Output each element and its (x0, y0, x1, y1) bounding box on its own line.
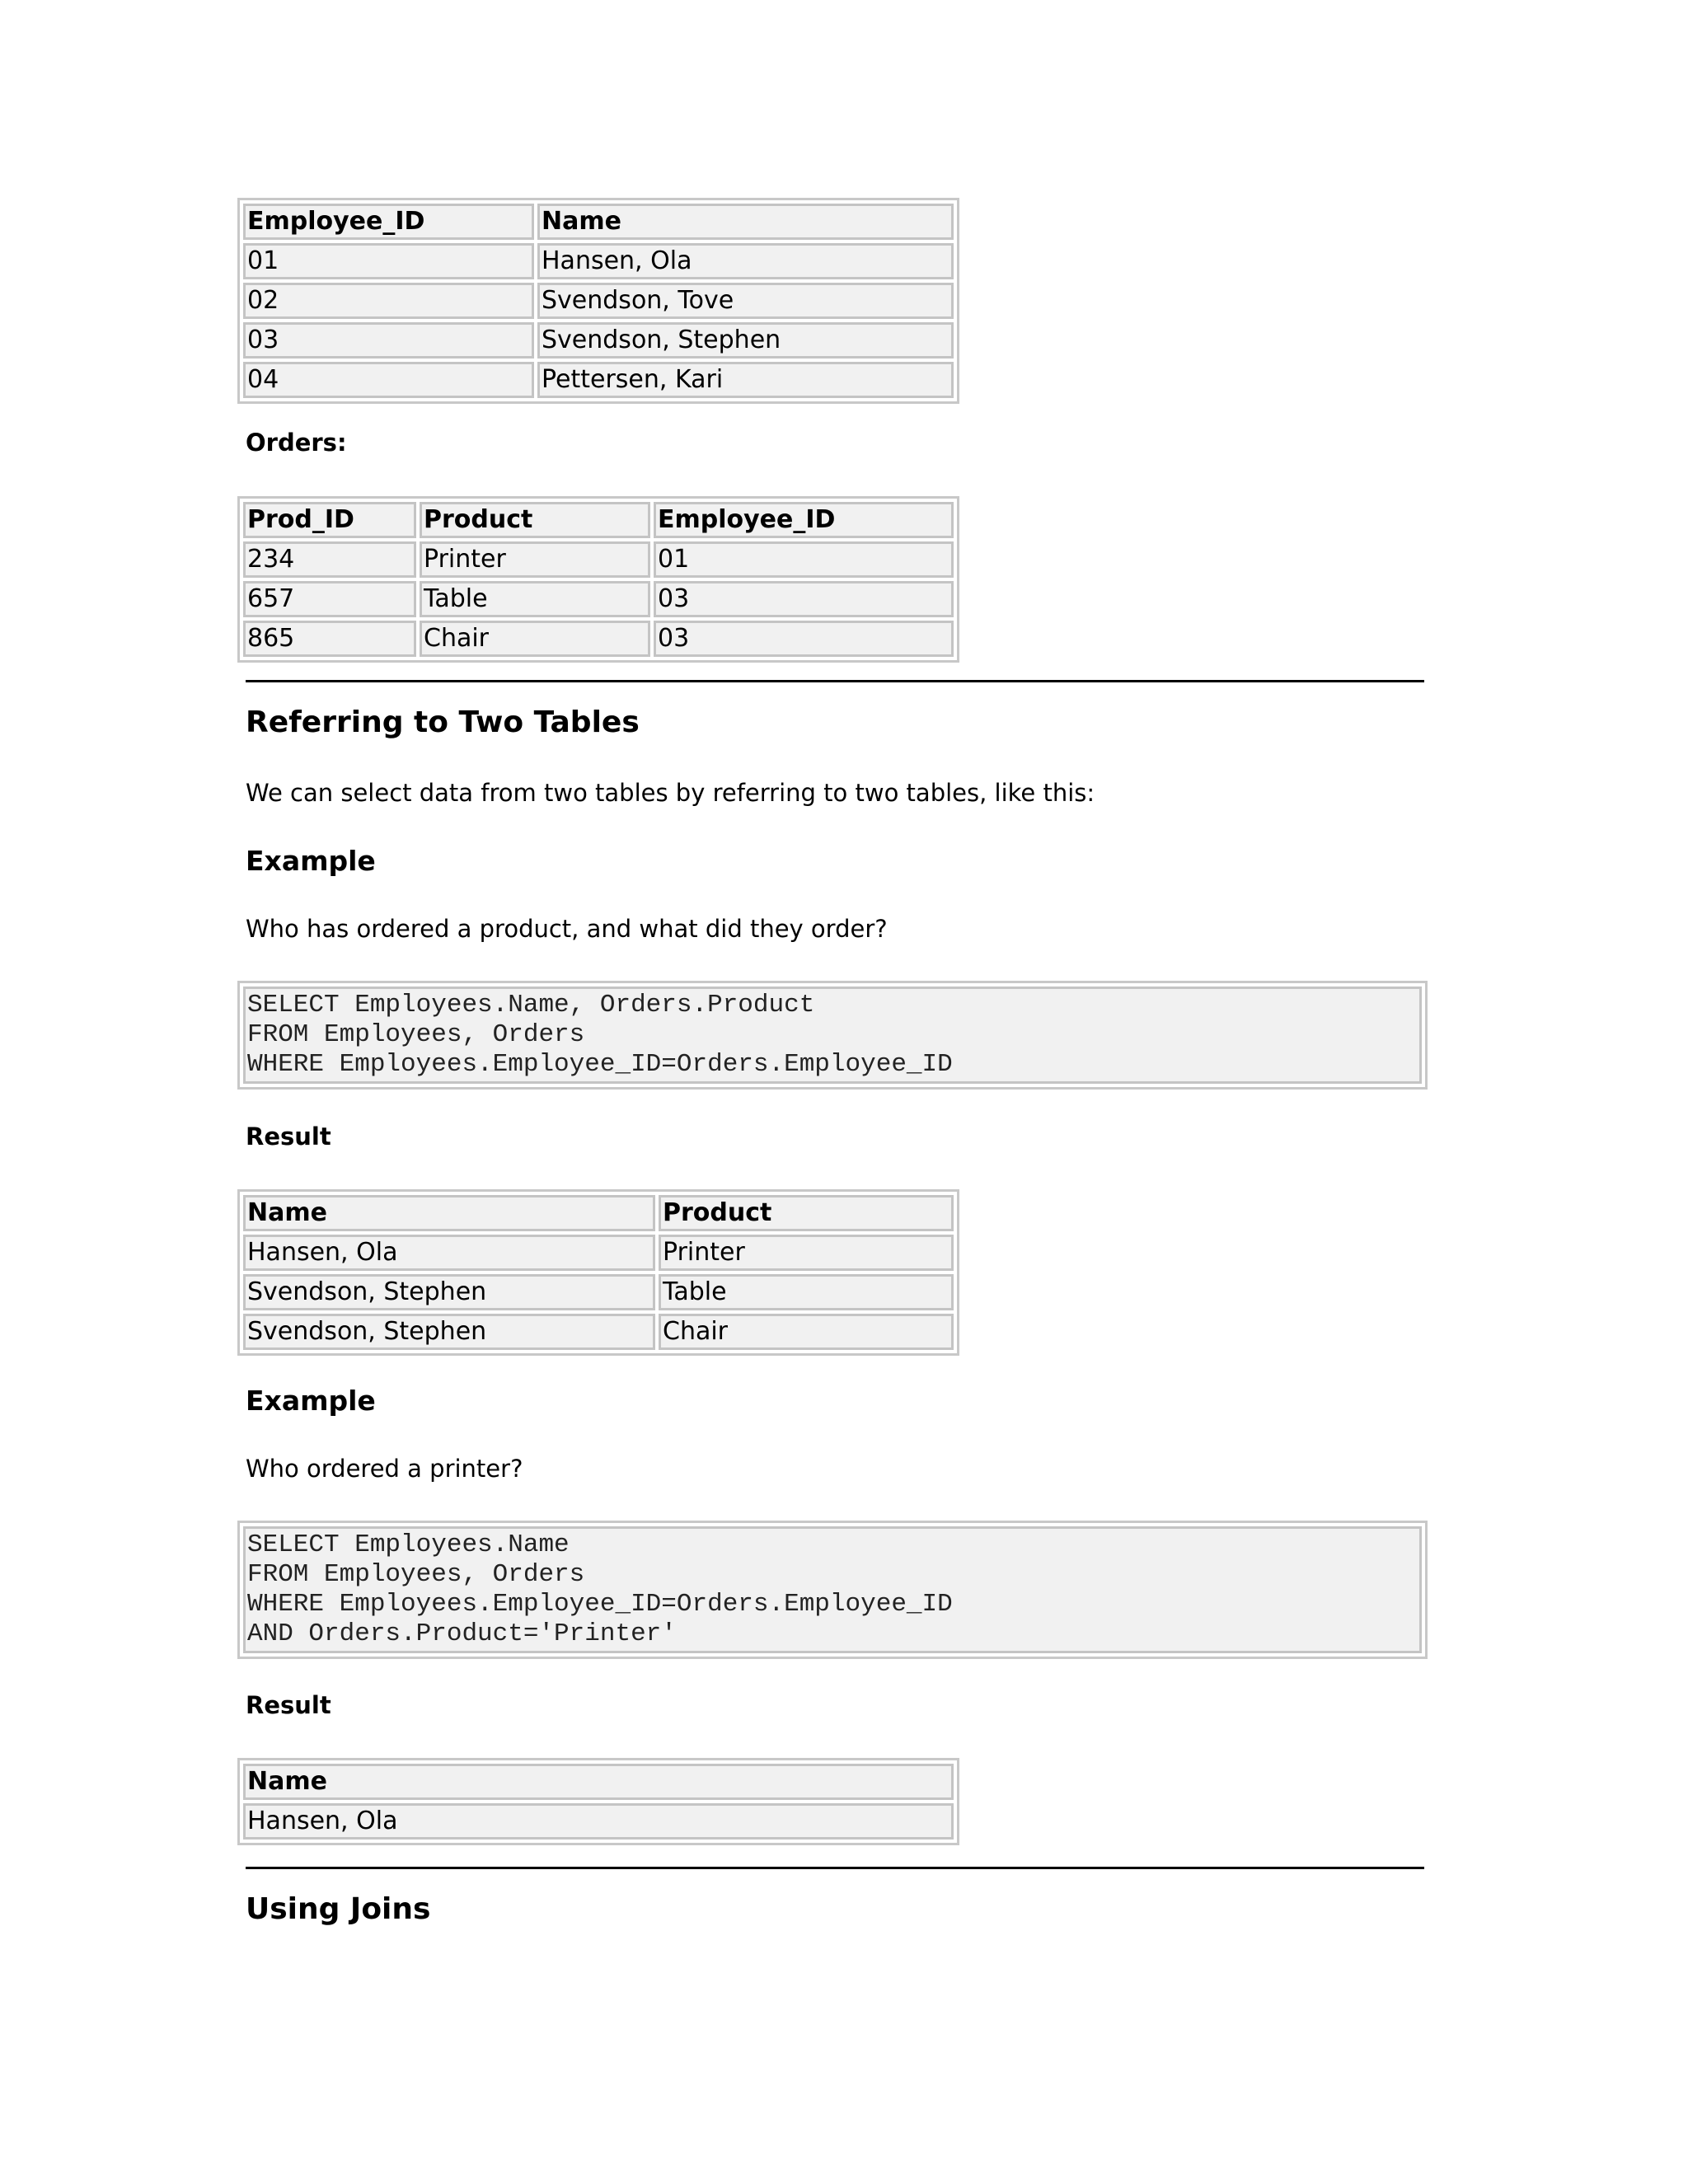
table-header-cell: Prod_ID (243, 502, 416, 538)
result-table (237, 1758, 959, 1845)
table-header-cell: Name (243, 1195, 655, 1231)
table-row (243, 362, 954, 398)
table-row (243, 581, 954, 617)
sql-code: SELECT Employees.Name, Orders.Product FROM Employees, Orders WHERE Employees.Employee_ID=Orders.Employee_ID (243, 987, 1422, 1084)
table-cell: Svendson, Stephen (243, 1274, 655, 1310)
example-heading: Example (246, 845, 376, 877)
table-row (243, 1803, 954, 1840)
table-cell: Hansen, Ola (243, 1803, 954, 1840)
table-cell: Printer (420, 541, 650, 578)
table-header-row (243, 502, 954, 538)
table-cell: Printer (659, 1235, 954, 1271)
table-cell: 865 (243, 621, 416, 657)
section-heading: Using Joins (246, 1892, 431, 1926)
employees-table (237, 198, 959, 404)
table-cell: 03 (654, 621, 954, 657)
table-cell: 04 (243, 362, 534, 398)
table-cell: Pettersen, Kari (537, 362, 954, 398)
table-cell: 234 (243, 541, 416, 578)
horizontal-rule (246, 680, 1424, 682)
table-header-cell: Name (537, 204, 954, 240)
result-label: Result (246, 1691, 331, 1719)
table-header-row (243, 1195, 954, 1231)
table-row (243, 243, 954, 279)
table-cell: 01 (243, 243, 534, 279)
table-cell: 01 (654, 541, 954, 578)
sql-code: SELECT Employees.Name FROM Employees, Orders WHERE Employees.Employee_ID=Orders.Employee_ID AND Orders.Product='Printer' (243, 1526, 1422, 1653)
table-header-cell: Name (243, 1764, 954, 1800)
table-cell: Svendson, Tove (537, 283, 954, 319)
code-box (237, 1521, 1428, 1659)
table-cell: Hansen, Ola (537, 243, 954, 279)
table-cell: 657 (243, 581, 416, 617)
table-row (243, 322, 954, 359)
example-question: Who has ordered a product, and what did they order? (246, 915, 888, 943)
example-question: Who ordered a printer? (246, 1455, 523, 1483)
result-table (237, 1189, 959, 1356)
table-cell: 02 (243, 283, 534, 319)
table-row (243, 1314, 954, 1350)
table-row (243, 1274, 954, 1310)
orders-table (237, 496, 959, 663)
orders-label: Orders: (246, 429, 347, 457)
table-cell: Chair (420, 621, 650, 657)
table-cell: Table (420, 581, 650, 617)
table-cell: 03 (243, 322, 534, 359)
table-row (243, 283, 954, 319)
table-header-cell: Product (420, 502, 650, 538)
table-cell: Hansen, Ola (243, 1235, 655, 1271)
horizontal-rule (246, 1867, 1424, 1869)
table-header-cell: Employee_ID (654, 502, 954, 538)
table-header-cell: Product (659, 1195, 954, 1231)
intro-paragraph: We can select data from two tables by referring to two tables, like this: (246, 779, 1095, 807)
table-cell: Svendson, Stephen (243, 1314, 655, 1350)
code-box (237, 981, 1428, 1090)
table-row (243, 1235, 954, 1271)
result-label: Result (246, 1122, 331, 1151)
table-header-cell: Employee_ID (243, 204, 534, 240)
table-row (243, 541, 954, 578)
table-cell: Chair (659, 1314, 954, 1350)
table-row (243, 621, 954, 657)
table-header-row (243, 204, 954, 240)
section-heading: Referring to Two Tables (246, 705, 640, 739)
table-cell: 03 (654, 581, 954, 617)
example-heading: Example (246, 1385, 376, 1417)
table-cell: Table (659, 1274, 954, 1310)
table-header-row (243, 1764, 954, 1800)
table-cell: Svendson, Stephen (537, 322, 954, 359)
